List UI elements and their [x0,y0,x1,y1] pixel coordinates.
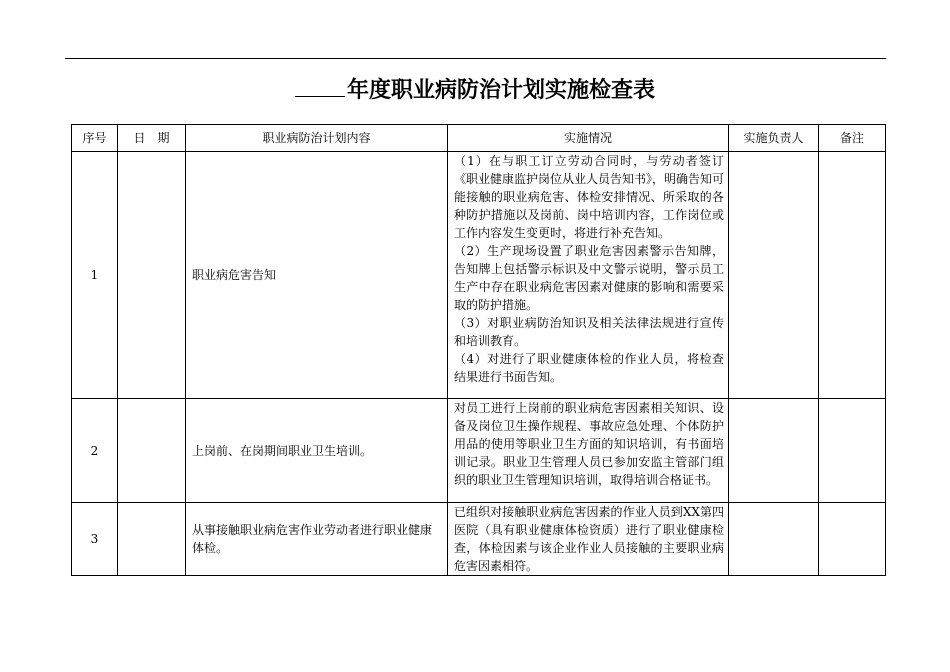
cell-content: 从事接触职业病危害作业劳动者进行职业健康体检。 [186,503,448,576]
header-date: 日 期 [118,125,186,152]
cell-content: 职业病危害告知 [186,152,448,399]
cell-seq: 3 [72,503,118,576]
header-row [72,125,886,152]
header-seq: 序号 [72,125,118,152]
implementation-item: （2）生产现场设置了职业危害因素警示告知牌，告知牌上包括警示标识及中文警示说明，警示员工生产中存在职业病危害因素对健康的影响和需要采取的防护措施。 [454,244,724,312]
cell-responsible [729,399,819,503]
implementation-item: 对员工进行上岗前的职业病危害因素相关知识、设备及岗位卫生操作规程、事故应急处理、个体防护用品的使用等职业卫生方面的知识培训，有书面培训记录。职业卫生管理人员已参加安监主管部门组织的职业卫生管理知识培训，取得培训合格证书。 [454,401,724,487]
cell-date [118,503,186,576]
top-rule [65,58,886,59]
implementation-item: （3）对职业病防治知识及相关法律法规进行宣传和培训教育。 [454,316,724,348]
cell-implementation [448,152,729,399]
page-title [0,74,950,107]
cell-remark [819,503,886,576]
cell-seq: 2 [72,399,118,503]
header-responsible: 实施负责人 [729,125,819,152]
cell-implementation [448,503,729,576]
cell-remark [819,399,886,503]
implementation-item: （4）对进行了职业健康体检的作业人员，将检查结果进行书面告知。 [454,352,724,384]
table-row [72,399,886,503]
header-content: 职业病防治计划内容 [186,125,448,152]
cell-responsible [729,503,819,576]
cell-content: 上岗前、在岗期间职业卫生培训。 [186,399,448,503]
cell-seq: 1 [72,152,118,399]
inspection-table [71,124,886,576]
cell-remark [819,152,886,399]
cell-responsible [729,152,819,399]
title-text: 年度职业病防治计划实施检查表 [346,78,655,103]
header-implementation: 实施情况 [448,125,729,152]
implementation-item: 已组织对接触职业病危害因素的作业人员到XX第四医院（具有职业健康体检资质）进行了职业健康检查，体检因素与该企业作业人员接触的主要职业病危害因素相符。 [454,505,724,573]
cell-date [118,399,186,503]
year-blank-line [295,74,345,97]
cell-date [118,152,186,399]
implementation-item: （1）在与职工订立劳动合同时，与劳动者签订《职业健康监护岗位从业人员告知书》，明确告知可能接触的职业病危害、体检安排情况、所采取的各种防护措施以及岗前、岗中培训内容，工作岗位或工作内容发生变更时，将进行补充告知。 [454,154,725,240]
table-row [72,152,886,399]
header-remark: 备注 [819,125,886,152]
table-row [72,503,886,576]
cell-implementation [448,399,729,503]
